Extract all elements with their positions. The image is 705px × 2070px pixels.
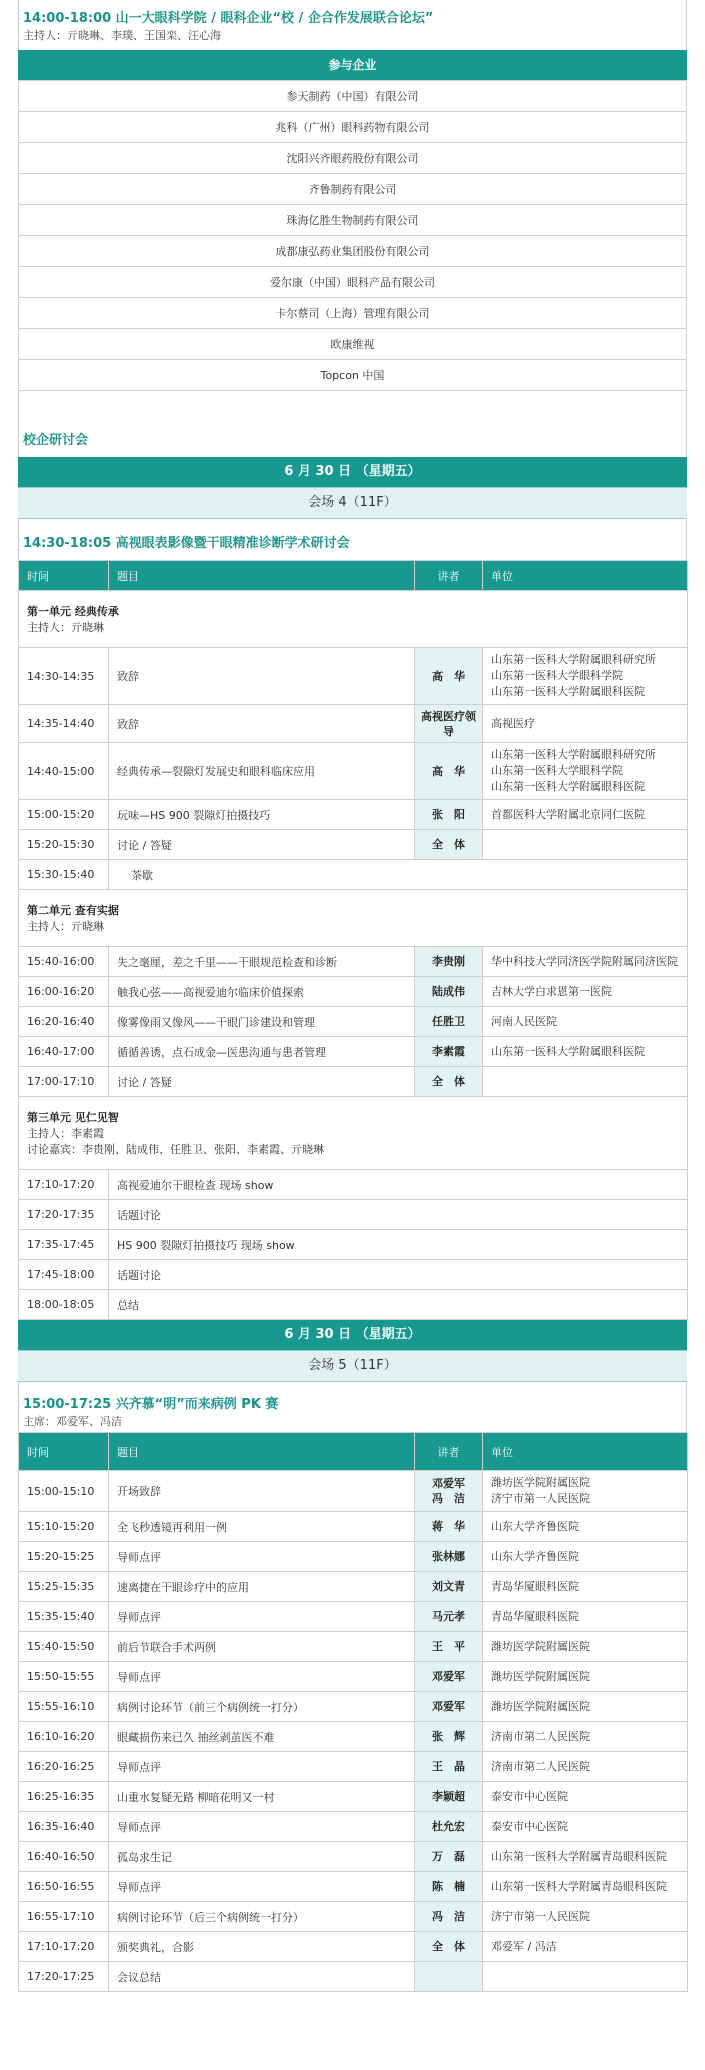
table-row — [19, 1037, 688, 1067]
day2-title: 15:00-17:25 兴齐慕“明”而来病例 PK 赛 — [23, 1397, 279, 1412]
company-name: 卡尔蔡司（上海）管理有限公司 — [19, 298, 687, 329]
org-line: 山东大学齐鲁医院 — [491, 1549, 579, 1563]
session-org — [483, 1512, 688, 1542]
org-line: 泰安市中心医院 — [491, 1789, 568, 1803]
day1-title: 14:30-18:05 高视眼表影像暨干眼精准诊断学术研讨会 — [23, 536, 350, 551]
session-topic: 讨论 / 答疑 — [109, 830, 415, 860]
org-line: 华中科技大学同济医学院附属同济医院 — [491, 954, 678, 968]
speaker-line: 李颖超 — [432, 1790, 465, 1803]
company-name: 珠海亿胜生物制药有限公司 — [19, 205, 687, 236]
session-speaker: 全 体 — [415, 1067, 483, 1097]
table-row — [19, 1200, 688, 1230]
session-topic: 致辞 — [109, 705, 415, 743]
table-row — [19, 1512, 688, 1542]
session-org — [483, 1722, 688, 1752]
speaker-line: 刘文青 — [432, 1580, 465, 1593]
session-time: 14:35-14:40 — [19, 705, 109, 743]
org-line: 济南市第二人民医院 — [491, 1729, 590, 1743]
session-topic: 失之毫厘，差之千里——干眼规范检查和诊断 — [109, 947, 415, 977]
session-time: 15:20-15:25 — [19, 1542, 109, 1572]
session-time: 17:10-17:20 — [19, 1170, 109, 1200]
session-time: 16:35-16:40 — [19, 1812, 109, 1842]
session-speaker — [415, 1752, 483, 1782]
unit-header — [19, 890, 688, 947]
org-line: 山东第一医科大学眼科学院 — [491, 669, 623, 682]
unit-name: 第二单元 查有实据 — [27, 904, 119, 917]
session-speaker — [415, 1542, 483, 1572]
session-time: 16:40-17:00 — [19, 1037, 109, 1067]
org-line: 山东第一医科大学眼科学院 — [491, 764, 623, 777]
session-speaker: 陆成伟 — [415, 977, 483, 1007]
session-time: 15:10-15:20 — [19, 1512, 109, 1542]
org-line: 济南市第二人民医院 — [491, 1759, 590, 1773]
org-line: 山东第一医科大学附属青岛眼科医院 — [491, 1879, 667, 1893]
session-topic: 茶歇 — [109, 860, 688, 890]
company-row — [19, 298, 687, 329]
table-row — [19, 1932, 688, 1962]
session-speaker: 任胜卫 — [415, 1007, 483, 1037]
unit-host: 主持人：亓晓琳 — [27, 920, 104, 933]
speaker-line: 王 晶 — [432, 1760, 465, 1773]
day2-hosts: 主席：邓爱军、冯洁 — [23, 1415, 122, 1428]
speaker-line: 邓爱军 — [432, 1477, 465, 1490]
session-speaker: 李贵刚 — [415, 947, 483, 977]
unit-header — [19, 591, 688, 648]
session-time: 16:20-16:40 — [19, 1007, 109, 1037]
company-row — [19, 267, 687, 298]
company-row — [19, 81, 687, 112]
session-topic: 病例讨论环节（前三个病例统一打分） — [109, 1692, 415, 1722]
session-time: 18:00-18:05 — [19, 1290, 109, 1320]
speaker-line: 邓爱军 — [432, 1700, 465, 1713]
session-speaker: 全 体 — [415, 830, 483, 860]
speaker-line: 王 平 — [432, 1640, 465, 1653]
header-topic: 题目 — [109, 1433, 415, 1471]
table-row — [19, 1902, 688, 1932]
session-speaker — [415, 1471, 483, 1512]
session-time: 16:10-16:20 — [19, 1722, 109, 1752]
speaker-line: 冯 洁 — [432, 1910, 465, 1923]
unit-guests: 讨论嘉宾：李贵刚、陆成伟、任胜卫、张阳、李素霞、亓晓琳 — [27, 1143, 324, 1156]
day2-date-bar: 6 月 30 日 （星期五） — [18, 1320, 687, 1350]
session-speaker — [415, 1812, 483, 1842]
header-org: 单位 — [483, 561, 688, 591]
session-org — [483, 1692, 688, 1722]
unit-host: 主持人：李素霞 — [27, 1127, 104, 1140]
session-org — [483, 1572, 688, 1602]
org-line: 潍坊医学院附属医院 — [491, 1699, 590, 1713]
session-speaker — [415, 1782, 483, 1812]
org-line: 山东第一医科大学附属眼科医院 — [491, 685, 645, 698]
table-row — [19, 830, 688, 860]
session-time: 16:00-16:20 — [19, 977, 109, 1007]
company-row — [19, 205, 687, 236]
org-line: 首都医科大学附属北京同仁医院 — [491, 807, 645, 821]
session-topic: 孤岛求生记 — [109, 1842, 415, 1872]
session-topic: 总结 — [109, 1290, 688, 1320]
session-time: 16:50-16:55 — [19, 1872, 109, 1902]
session-org — [483, 1542, 688, 1572]
session-speaker — [415, 1572, 483, 1602]
session-topic: 话题讨论 — [109, 1200, 688, 1230]
session-org — [483, 1932, 688, 1962]
session-topic: 经典传承—裂隙灯发展史和眼科临床应用 — [109, 743, 415, 800]
session-org — [483, 800, 688, 830]
session-topic: 前后节联合手术两例 — [109, 1632, 415, 1662]
session-org — [483, 1902, 688, 1932]
day1-date-bar: 6 月 30 日 （星期五） — [18, 457, 687, 487]
table-row — [19, 1572, 688, 1602]
table-row — [19, 977, 688, 1007]
company-row — [19, 143, 687, 174]
session-topic: 高视爱迪尔干眼检查 现场 show — [109, 1170, 688, 1200]
table-row — [19, 648, 688, 705]
speaker-line: 张 辉 — [432, 1730, 465, 1743]
unit-header — [19, 1097, 688, 1170]
session-topic: 导师点评 — [109, 1752, 415, 1782]
session-topic: 导师点评 — [109, 1542, 415, 1572]
session-speaker — [415, 1632, 483, 1662]
org-line: 山东第一医科大学附属青岛眼科医院 — [491, 1849, 667, 1863]
table-row — [19, 1842, 688, 1872]
org-line: 邓爱军 / 冯洁 — [491, 1939, 557, 1953]
speaker-line: 冯 洁 — [432, 1492, 465, 1505]
session-speaker: 高 华 — [415, 743, 483, 800]
session-org — [483, 977, 688, 1007]
session-speaker — [415, 1662, 483, 1692]
org-line: 山东第一医科大学附属眼科研究所 — [491, 748, 656, 761]
session-topic: 病例讨论环节（后三个病例统一打分） — [109, 1902, 415, 1932]
session-org — [483, 947, 688, 977]
session-org — [483, 1962, 688, 1992]
table-row — [19, 1007, 688, 1037]
speaker-line: 张林娜 — [432, 1550, 465, 1563]
table-row — [19, 947, 688, 977]
session-time: 17:10-17:20 — [19, 1932, 109, 1962]
session-time: 17:20-17:35 — [19, 1200, 109, 1230]
company-name: 成都康弘药业集团股份有限公司 — [19, 236, 687, 267]
session-time: 14:30-14:35 — [19, 648, 109, 705]
unit-header-row — [19, 591, 688, 648]
day1-venue-bar: 会场 4（11F） — [18, 487, 687, 519]
session-speaker — [415, 1722, 483, 1752]
session-org — [483, 1471, 688, 1512]
forum-header — [18, 10, 687, 50]
session-time: 15:50-15:55 — [19, 1662, 109, 1692]
session-topic: HS 900 裂隙灯拍摄技巧 现场 show — [109, 1230, 688, 1260]
company-name: 欧康维视 — [19, 329, 687, 360]
unit-host: 主持人：亓晓琳 — [27, 621, 104, 634]
session-org — [483, 1007, 688, 1037]
companies-table — [18, 80, 687, 391]
session-time: 15:40-15:50 — [19, 1632, 109, 1662]
unit-name: 第三单元 见仁见智 — [27, 1111, 119, 1124]
org-line: 济宁市第一人民医院 — [491, 1909, 590, 1923]
session-org — [483, 1662, 688, 1692]
speaker-line: 陈 楠 — [432, 1880, 465, 1893]
day2-table-header — [19, 1433, 688, 1471]
session-speaker — [415, 1692, 483, 1722]
table-row — [19, 1782, 688, 1812]
session-time: 15:25-15:35 — [19, 1572, 109, 1602]
session-org — [483, 1842, 688, 1872]
session-topic: 速离捷在干眼诊疗中的应用 — [109, 1572, 415, 1602]
table-row — [19, 1602, 688, 1632]
session-org — [483, 830, 688, 860]
org-line: 高视医疗 — [491, 716, 535, 730]
header-org: 单位 — [483, 1433, 688, 1471]
table-row — [19, 1230, 688, 1260]
session-time: 15:40-16:00 — [19, 947, 109, 977]
table-row — [19, 1542, 688, 1572]
header-time: 时间 — [19, 1433, 109, 1471]
session-org — [483, 648, 688, 705]
org-line: 泰安市中心医院 — [491, 1819, 568, 1833]
org-line: 山东第一医科大学附属眼科研究所 — [491, 653, 656, 666]
table-row — [19, 1872, 688, 1902]
company-row — [19, 329, 687, 360]
table-row — [19, 1290, 688, 1320]
session-speaker — [415, 1602, 483, 1632]
session-time: 17:35-17:45 — [19, 1230, 109, 1260]
session-time: 17:00-17:10 — [19, 1067, 109, 1097]
session-org — [483, 1067, 688, 1097]
session-org — [483, 1872, 688, 1902]
day2-schedule-table — [18, 1432, 688, 1992]
session-time: 17:45-18:00 — [19, 1260, 109, 1290]
table-row — [19, 1752, 688, 1782]
session-topic: 循循善诱，点石成金—医患沟通与患者管理 — [109, 1037, 415, 1067]
program-document — [18, 0, 687, 1992]
speaker-line: 全 体 — [432, 1940, 465, 1953]
session-speaker — [415, 1842, 483, 1872]
company-row — [19, 360, 687, 391]
session-topic: 导师点评 — [109, 1872, 415, 1902]
session-org — [483, 1782, 688, 1812]
org-line: 青岛华厦眼科医院 — [491, 1609, 579, 1623]
org-line: 潍坊医学院附属医院 — [491, 1669, 590, 1683]
session-topic: 山重水复疑无路 柳暗花明又一村 — [109, 1782, 415, 1812]
tea-break-row — [19, 860, 688, 890]
org-line: 河南人民医院 — [491, 1014, 557, 1028]
session-org — [483, 1812, 688, 1842]
speaker-line: 马元孝 — [432, 1610, 465, 1623]
org-line: 吉林大学白求恩第一医院 — [491, 984, 612, 998]
session-time: 17:20-17:25 — [19, 1962, 109, 1992]
company-row — [19, 174, 687, 205]
header-time: 时间 — [19, 561, 109, 591]
session-time: 16:40-16:50 — [19, 1842, 109, 1872]
session-speaker — [415, 1902, 483, 1932]
table-row — [19, 800, 688, 830]
session-topic: 玩味—HS 900 裂隙灯拍摄技巧 — [109, 800, 415, 830]
session-org — [483, 1037, 688, 1067]
table-row — [19, 1662, 688, 1692]
table-row — [19, 743, 688, 800]
session-org — [483, 743, 688, 800]
day1-table-header — [19, 561, 688, 591]
unit-header-row — [19, 1097, 688, 1170]
session-speaker — [415, 1872, 483, 1902]
session-speaker: 张 阳 — [415, 800, 483, 830]
session-time: 16:20-16:25 — [19, 1752, 109, 1782]
session-time: 15:35-15:40 — [19, 1602, 109, 1632]
header-topic: 题目 — [109, 561, 415, 591]
table-row — [19, 1632, 688, 1662]
session-org — [483, 705, 688, 743]
session-topic: 全飞秒透镜再利用一例 — [109, 1512, 415, 1542]
session-topic: 导师点评 — [109, 1602, 415, 1632]
session-time: 14:40-15:00 — [19, 743, 109, 800]
session-topic: 开场致辞 — [109, 1471, 415, 1512]
speaker-line: 蒋 华 — [432, 1520, 465, 1533]
org-line: 山东第一医科大学附属眼科医院 — [491, 780, 645, 793]
session-time: 15:20-15:30 — [19, 830, 109, 860]
session-speaker — [415, 1932, 483, 1962]
company-row — [19, 112, 687, 143]
session-topic: 像雾像雨又像风——干眼门诊建设和管理 — [109, 1007, 415, 1037]
session-topic: 致辞 — [109, 648, 415, 705]
session-topic: 导师点评 — [109, 1662, 415, 1692]
session-org — [483, 1632, 688, 1662]
session-time: 16:55-17:10 — [19, 1902, 109, 1932]
session-topic: 讨论 / 答疑 — [109, 1067, 415, 1097]
session-time: 15:55-16:10 — [19, 1692, 109, 1722]
session-speaker — [415, 1962, 483, 1992]
table-row — [19, 1170, 688, 1200]
session-time: 15:00-15:20 — [19, 800, 109, 830]
org-line: 济宁市第一人民医院 — [491, 1492, 590, 1505]
day1-schedule-table — [18, 560, 688, 1320]
companies-header: 参与企业 — [18, 50, 687, 80]
table-row — [19, 1692, 688, 1722]
day2-venue-bar: 会场 5（11F） — [18, 1350, 687, 1382]
table-row — [19, 1260, 688, 1290]
session-org — [483, 1752, 688, 1782]
table-row — [19, 1722, 688, 1752]
session-topic: 眼藏损伤来已久 抽丝剥茧医不难 — [109, 1722, 415, 1752]
session-time: 15:00-15:10 — [19, 1471, 109, 1512]
table-row — [19, 1067, 688, 1097]
company-name: 兆科（广州）眼科药物有限公司 — [19, 112, 687, 143]
org-line: 山东大学齐鲁医院 — [491, 1519, 579, 1533]
session-topic: 导师点评 — [109, 1812, 415, 1842]
company-name: 齐鲁制药有限公司 — [19, 174, 687, 205]
company-name: 参天制药（中国）有限公司 — [19, 81, 687, 112]
speaker-line: 杜允宏 — [432, 1820, 465, 1833]
table-row — [19, 1962, 688, 1992]
table-row — [19, 1471, 688, 1512]
speaker-line: 邓爱军 — [432, 1670, 465, 1683]
session-speaker: 李素霞 — [415, 1037, 483, 1067]
symposium-label: 校企研讨会 — [23, 433, 89, 448]
session-speaker: 高视医疗领导 — [415, 705, 483, 743]
company-name: 沈阳兴齐眼药股份有限公司 — [19, 143, 687, 174]
session-speaker: 高 华 — [415, 648, 483, 705]
speaker-line: 万 磊 — [432, 1850, 465, 1863]
session-speaker — [415, 1512, 483, 1542]
org-line: 潍坊医学院附属医院 — [491, 1476, 590, 1489]
company-name: 爱尔康（中国）眼科产品有限公司 — [19, 267, 687, 298]
session-time: 15:30-15:40 — [19, 860, 109, 890]
unit-header-row — [19, 890, 688, 947]
session-time: 16:25-16:35 — [19, 1782, 109, 1812]
header-speaker: 讲者 — [415, 1433, 483, 1471]
table-row — [19, 1812, 688, 1842]
org-line: 潍坊医学院附属医院 — [491, 1639, 590, 1653]
org-line: 青岛华厦眼科医院 — [491, 1579, 579, 1593]
unit-name: 第一单元 经典传承 — [27, 605, 119, 618]
forum-hosts: 主持人：亓晓琳、李璞、王国栾、汪心海 — [23, 29, 221, 42]
session-org — [483, 1602, 688, 1632]
header-speaker: 讲者 — [415, 561, 483, 591]
session-topic: 颁奖典礼，合影 — [109, 1932, 415, 1962]
session-topic: 会议总结 — [109, 1962, 415, 1992]
company-row — [19, 236, 687, 267]
forum-title: 14:00-18:00 山一大眼科学院 / 眼科企业“校 / 企合作发展联合论坛” — [23, 11, 434, 26]
session-topic: 触我心弦——高视爱迪尔临床价值探索 — [109, 977, 415, 1007]
table-row — [19, 705, 688, 743]
session-topic: 话题讨论 — [109, 1260, 688, 1290]
org-line: 山东第一医科大学附属眼科医院 — [491, 1044, 645, 1058]
company-name: Topcon 中国 — [19, 360, 687, 391]
